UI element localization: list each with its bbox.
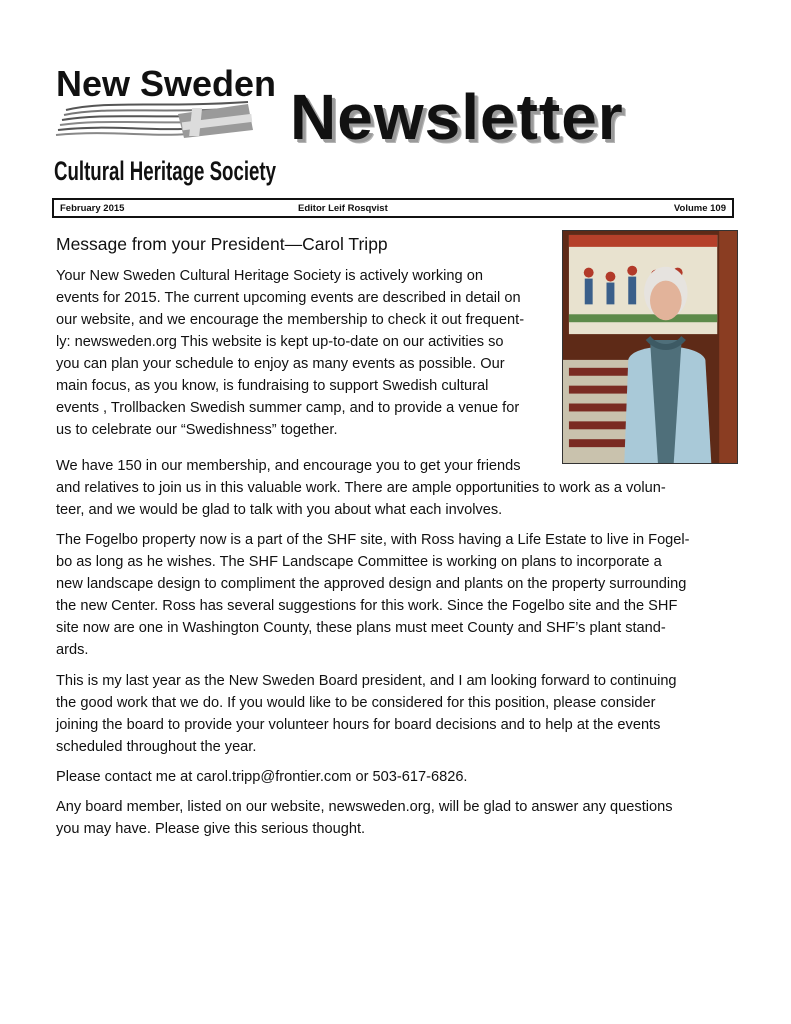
- logo-line1: New Sweden: [56, 63, 276, 104]
- paragraph-line: main focus, as you know, is fundraising to support Swedish cultural: [56, 378, 489, 394]
- logo-line2: Cultural Heritage Society: [54, 156, 276, 186]
- paragraph-line: us to celebrate our “Swedishness” together.: [56, 422, 338, 438]
- paragraph-line: This is my last year as the New Sweden Board president, and I am looking forward to continuing: [56, 673, 677, 689]
- issue-info-bar: [52, 198, 734, 218]
- paragraph-6: [56, 796, 746, 840]
- society-logo: [48, 52, 280, 194]
- issue-editor: Editor Leif Rosqvist: [298, 203, 388, 214]
- paragraph-line: We have 150 in our membership, and encourage you to get your friends: [56, 458, 521, 474]
- paragraph-line: teer, and we would be glad to talk with you about what each involves.: [56, 502, 503, 518]
- paragraph-line: you can plan your schedule to enjoy as many events as possible. Our: [56, 356, 505, 372]
- paragraph-line: Any board member, listed on our website, newsweden.org, will be glad to answer any questions: [56, 799, 673, 815]
- president-photo: [562, 230, 738, 464]
- paragraph-line: events , Trollbacken Swedish summer camp, and to provide a venue for: [56, 400, 520, 416]
- flag-wave-graphic: [56, 102, 253, 138]
- paragraph-line: our website, and we encourage the membership to check it out frequent-: [56, 312, 525, 328]
- logo-graphic: [48, 52, 280, 194]
- newsletter-title: Newsletter: [290, 81, 624, 153]
- issue-volume: Volume 109: [673, 203, 726, 214]
- paragraph-5: [56, 766, 746, 788]
- paragraph-line: the new Center. Ross has several suggestions for this work. Since the Fogelbo site and the SHF: [56, 598, 678, 614]
- article-heading: Message from your President—Carol Tripp: [56, 234, 388, 254]
- paragraph-line: events for 2015. The current upcoming events are described in detail on: [56, 290, 521, 306]
- paragraph-line: The Fogelbo property now is a part of the SHF site, with Ross having a Life Estate to live in Fogel-: [56, 532, 690, 548]
- paragraph-line: ards.: [56, 642, 89, 658]
- paragraph-line: the good work that we do. If you would like to be considered for this position, please consider: [56, 695, 656, 711]
- paragraph-line: Your New Sweden Cultural Heritage Society is actively working on: [56, 268, 483, 284]
- paragraph-line: joining the board to provide your volunteer hours for board decisions and to help at the events: [56, 717, 661, 733]
- paragraph-4: [56, 670, 746, 758]
- paragraph-line: bo as long as he wishes. The SHF Landscape Committee is working on plans to incorporate a: [56, 554, 662, 570]
- paragraph-line: scheduled throughout the year.: [56, 739, 257, 755]
- photo-graphic: [563, 231, 737, 463]
- paragraph-line: new landscape design to compliment the approved design and plants on the property surrounding: [56, 576, 687, 592]
- paragraph-line: ly: newsweden.org This website is kept up-to-date on our activities so: [56, 334, 504, 350]
- paragraph-line: Please contact me at carol.tripp@frontier.com or 503-617-6826.: [56, 769, 468, 785]
- paragraph-line: site now are one in Washington County, these plans must meet County and SHF’s plant stand-: [56, 620, 666, 636]
- paragraph-1: [56, 265, 556, 441]
- issue-date: February 2015: [60, 203, 125, 214]
- paragraph-2: [56, 455, 746, 521]
- paragraph-3: [56, 529, 746, 661]
- paragraph-line: you may have. Please give this serious thought.: [56, 821, 366, 837]
- paragraph-line: and relatives to join us in this valuable work. There are ample opportunities to work as a volun-: [56, 480, 666, 496]
